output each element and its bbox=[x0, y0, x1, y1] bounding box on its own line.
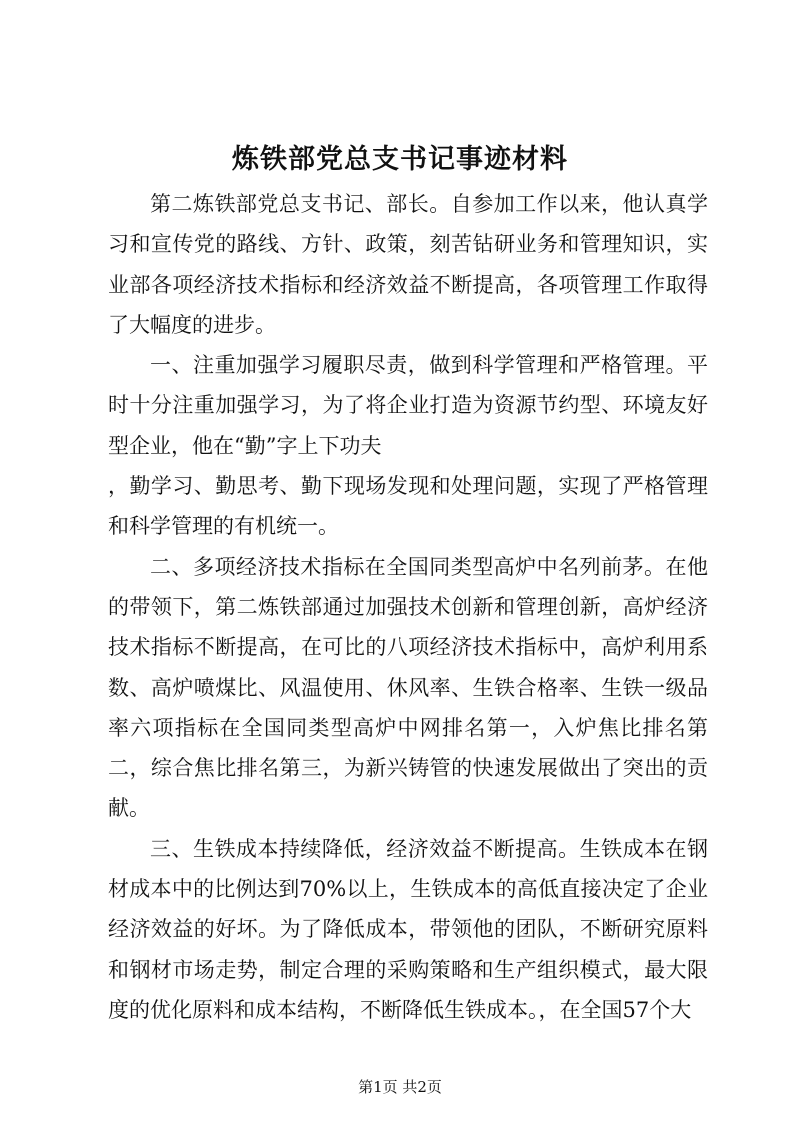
paragraph-section-2: 二、多项经济技术指标在全国同类型高炉中名列前茅。在他的带领下，第二炼铁部通过加强技术创新和管理创新，高炉经济技术指标不断提高，在可比的八项经济技术指标中，高炉利用系数、高炉喷煤比、风温使用、休风率、生铁合格率、生铁一级品率六项指标在全国同类型高炉中网排名第一，入炉焦比排名第二，综合焦比排名第三，为新兴铸管的快速发展做出了突出的贡献。 bbox=[108, 554, 708, 821]
document-body bbox=[108, 184, 708, 1030]
paragraph-intro: 第二炼铁部党总支书记、部长。自参加工作以来，他认真学习和宣传党的路线、方针、政策，刻苦钻研业务和管理知识，实业部各项经济技术指标和经济效益不断提高，各项管理工作取得了大幅度的进步。 bbox=[108, 192, 708, 337]
paragraph-section-1-continued: ，勤学习、勤思考、勤下现场发现和处理问题，实现了严格管理和科学管理的有机统一。 bbox=[108, 474, 708, 539]
document-title: 炼铁部党总支书记事迹材料 bbox=[232, 144, 568, 175]
paragraph-section-1: 一、注重加强学习履职尽责，做到科学管理和严格管理。平时十分注重加强学习，为了将企业打造为资源节约型、环境友好型企业，他在“勤”字上下功夫 bbox=[108, 353, 708, 458]
paragraph-section-3: 三、生铁成本持续降低，经济效益不断提高。生铁成本在钢材成本中的比例达到70%以上，生铁成本的高低直接决定了企业经济效益的好坏。为了降低成本，带领他的团队，不断研究原料和钢材市场走势，制定合理的采购策略和生产组织模式，最大限度的优化原料和成本结构，不断降低生铁成本。，在全国57个大 bbox=[108, 836, 708, 1022]
page-footer: 第1页 共2页 bbox=[358, 1078, 442, 1096]
